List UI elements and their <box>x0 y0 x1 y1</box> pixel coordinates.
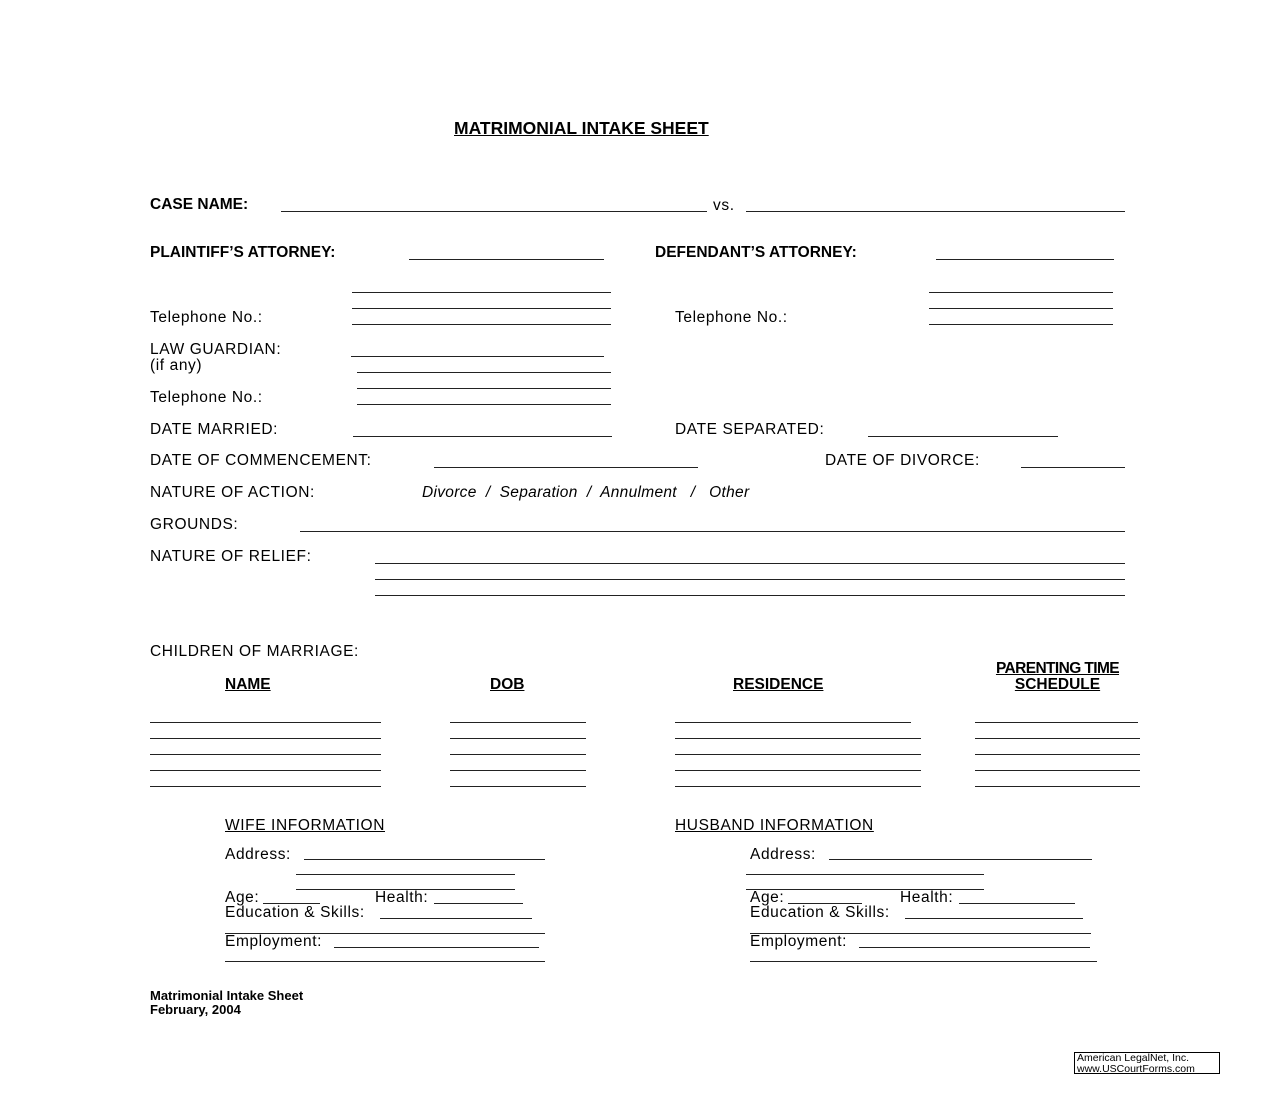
defendant-attorney-address-line-1[interactable] <box>929 292 1113 293</box>
child-1-name-field[interactable] <box>150 722 381 723</box>
wife-employment-line-2[interactable] <box>225 961 545 962</box>
husband-address-line-2[interactable] <box>746 874 984 875</box>
grounds-label: GROUNDS: <box>150 516 239 533</box>
child-5-residence-field[interactable] <box>675 786 921 787</box>
child-3-residence-field[interactable] <box>675 754 921 755</box>
nature-of-relief-line-2[interactable] <box>375 579 1125 580</box>
law-guardian-telephone-label: Telephone No.: <box>150 389 263 406</box>
publisher-url[interactable]: www.USCourtForms.com <box>1077 1063 1195 1075</box>
date-commencement-label: DATE OF COMMENCEMENT: <box>150 452 372 469</box>
child-3-schedule-field[interactable] <box>975 754 1140 755</box>
publisher-name: American LegalNet, Inc. <box>1077 1052 1190 1064</box>
nature-of-action-label: NATURE OF ACTION: <box>150 484 315 501</box>
child-4-residence-field[interactable] <box>675 770 921 771</box>
case-name-plaintiff-field[interactable] <box>281 211 707 212</box>
child-1-dob-field[interactable] <box>450 722 586 723</box>
page-title: MATRIMONIAL INTAKE SHEET <box>454 118 709 138</box>
child-3-dob-field[interactable] <box>450 754 586 755</box>
child-2-schedule-field[interactable] <box>975 738 1140 739</box>
plaintiff-attorney-address-line-2[interactable] <box>352 308 611 309</box>
footer-form-name: Matrimonial Intake Sheet <box>150 988 304 1003</box>
child-5-schedule-field[interactable] <box>975 786 1140 787</box>
wife-employment-label: Employment: <box>225 933 323 950</box>
wife-info-heading: WIFE INFORMATION <box>225 817 385 834</box>
children-col-name: NAME <box>225 676 271 693</box>
husband-employment-field[interactable] <box>859 947 1090 948</box>
wife-education-field[interactable] <box>380 918 532 919</box>
husband-age-label: Age: <box>750 889 785 906</box>
wife-health-label: Health: <box>375 889 429 906</box>
wife-address-label: Address: <box>225 846 291 863</box>
grounds-field[interactable] <box>300 531 1125 532</box>
case-name-defendant-field[interactable] <box>746 211 1125 212</box>
law-guardian-sublabel: (if any) <box>150 357 203 374</box>
publisher-stamp <box>1074 1052 1220 1074</box>
child-2-dob-field[interactable] <box>450 738 586 739</box>
vs-label: vs. <box>713 197 735 214</box>
wife-employment-field[interactable] <box>334 947 539 948</box>
child-4-name-field[interactable] <box>150 770 381 771</box>
child-2-name-field[interactable] <box>150 738 381 739</box>
plaintiff-telephone-field[interactable] <box>352 324 611 325</box>
husband-health-label: Health: <box>900 889 954 906</box>
child-2-residence-field[interactable] <box>675 738 921 739</box>
law-guardian-field[interactable] <box>351 356 604 357</box>
law-guardian-telephone-field[interactable] <box>357 404 611 405</box>
husband-health-field[interactable] <box>959 903 1075 904</box>
date-separated-field[interactable] <box>868 436 1058 437</box>
defendant-attorney-label: DEFENDANT’S ATTORNEY: <box>655 244 857 261</box>
date-married-label: DATE MARRIED: <box>150 421 279 438</box>
plaintiff-attorney-address-line-1[interactable] <box>352 292 611 293</box>
nature-of-action-options[interactable]: Divorce / Separation / Annulment / Other <box>422 484 750 501</box>
children-label: CHILDREN OF MARRIAGE: <box>150 643 359 660</box>
child-4-dob-field[interactable] <box>450 770 586 771</box>
wife-address-line-2[interactable] <box>296 874 515 875</box>
law-guardian-address-line-2[interactable] <box>357 388 611 389</box>
children-col-parenting-time: PARENTING TIME <box>995 660 1120 677</box>
date-divorce-label: DATE OF DIVORCE: <box>825 452 980 469</box>
husband-employment-line-2[interactable] <box>750 961 1097 962</box>
child-3-name-field[interactable] <box>150 754 381 755</box>
nature-of-relief-line-1[interactable] <box>375 563 1125 564</box>
nature-of-relief-label: NATURE OF RELIEF: <box>150 548 312 565</box>
children-col-residence: RESIDENCE <box>733 676 824 693</box>
footer-form-date: February, 2004 <box>150 1002 241 1017</box>
defendant-attorney-address-line-2[interactable] <box>929 308 1113 309</box>
nature-of-relief-line-3[interactable] <box>375 595 1125 596</box>
law-guardian-label: LAW GUARDIAN: <box>150 341 282 358</box>
husband-employment-label: Employment: <box>750 933 848 950</box>
husband-education-field[interactable] <box>905 918 1083 919</box>
husband-info-heading: HUSBAND INFORMATION <box>675 817 874 834</box>
husband-address-label: Address: <box>750 846 816 863</box>
wife-health-field[interactable] <box>434 903 523 904</box>
children-col-dob: DOB <box>490 676 525 693</box>
child-1-schedule-field[interactable] <box>975 722 1138 723</box>
children-col-schedule: SCHEDULE <box>1014 676 1101 693</box>
plaintiff-attorney-field[interactable] <box>409 259 604 260</box>
child-4-schedule-field[interactable] <box>975 770 1140 771</box>
defendant-telephone-field[interactable] <box>929 324 1113 325</box>
case-name-label: CASE NAME: <box>150 196 249 213</box>
child-5-dob-field[interactable] <box>450 786 586 787</box>
plaintiff-attorney-label: PLAINTIFF’S ATTORNEY: <box>150 244 336 261</box>
date-separated-label: DATE SEPARATED: <box>675 421 825 438</box>
defendant-attorney-field[interactable] <box>936 259 1114 260</box>
child-1-residence-field[interactable] <box>675 722 911 723</box>
date-commencement-field[interactable] <box>434 467 698 468</box>
wife-age-label: Age: <box>225 889 260 906</box>
date-married-field[interactable] <box>353 436 612 437</box>
law-guardian-address-line-1[interactable] <box>357 372 611 373</box>
wife-address-line-1[interactable] <box>304 859 545 860</box>
wife-education-label: Education & Skills: <box>225 904 365 921</box>
plaintiff-telephone-label: Telephone No.: <box>150 309 263 326</box>
child-5-name-field[interactable] <box>150 786 381 787</box>
husband-address-line-1[interactable] <box>829 859 1092 860</box>
husband-education-label: Education & Skills: <box>750 904 890 921</box>
defendant-telephone-label: Telephone No.: <box>675 309 788 326</box>
date-divorce-field[interactable] <box>1021 467 1125 468</box>
